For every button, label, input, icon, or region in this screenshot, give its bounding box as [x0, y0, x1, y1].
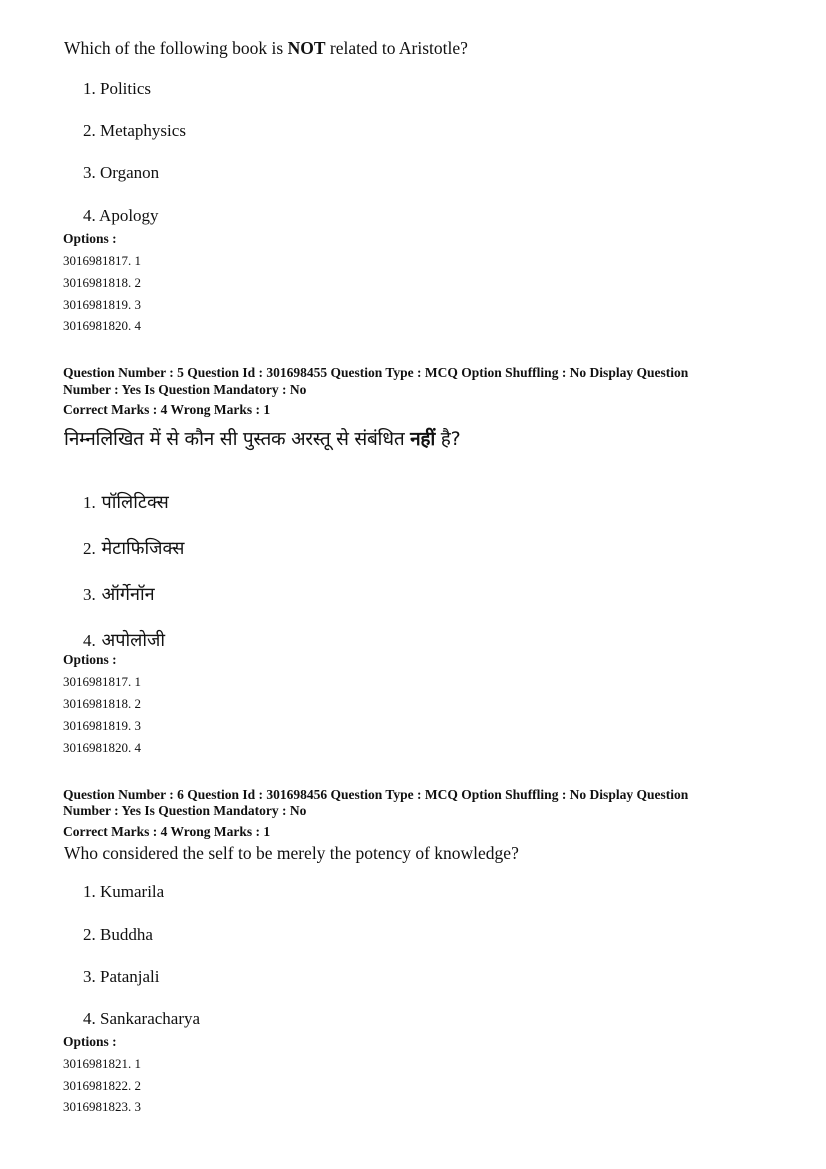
q6-marks: Correct Marks : 4 Wrong Marks : 1	[63, 824, 271, 839]
q5-option-id-1: 3016981817. 1	[63, 674, 141, 689]
q6-choice-2: 2. Buddha	[83, 925, 153, 944]
q5-marks: Correct Marks : 4 Wrong Marks : 1	[63, 402, 271, 417]
q6-question-text: Who considered the self to be merely the potency of knowledge?	[64, 843, 519, 863]
q5-choice-4: 4. अपोलोजी	[83, 630, 166, 651]
q4-option-id-3: 3016981819. 3	[63, 297, 141, 312]
q6-options-label: Options :	[63, 1034, 117, 1049]
q6-option-id-1: 3016981821. 1	[63, 1056, 141, 1071]
q6-choice-1: 1. Kumarila	[83, 882, 165, 901]
q4-option-id-1: 3016981817. 1	[63, 253, 141, 268]
q4-choice-3: 3. Organon	[83, 163, 160, 182]
q5-choice-3: 3. ऑर्गेनॉन	[83, 584, 155, 605]
q5-options-label: Options :	[63, 652, 117, 667]
q5-choice-2: 2. मेटाफिजिक्स	[83, 538, 185, 559]
q5-choice-1: 1. पॉलिटिक्स	[83, 492, 169, 513]
q6-meta-line-1: Question Number : 6 Question Id : 301698456 Question Type : MCQ Option Shuffling : No Display Question	[63, 787, 689, 802]
q4-choice-1: 1. Politics	[83, 79, 152, 98]
q6-choice-4: 4. Sankaracharya	[83, 1009, 201, 1028]
q5-question-text: निम्नलिखित में से कौन सी पुस्तक अरस्तू से संबंधित नहीं है?	[64, 428, 461, 450]
q4-option-id-4: 3016981820. 4	[63, 318, 141, 333]
q5-option-id-3: 3016981819. 3	[63, 718, 141, 733]
q5-meta-line-2: Number : Yes Is Question Mandatory : No	[63, 382, 307, 397]
q6-option-id-2: 3016981822. 2	[63, 1078, 141, 1093]
q6-option-id-3: 3016981823. 3	[63, 1099, 141, 1114]
q6-choice-3: 3. Patanjali	[83, 967, 160, 986]
q4-question-text: Which of the following book is NOT related to Aristotle?	[64, 38, 468, 58]
q5-meta-line-1: Question Number : 5 Question Id : 301698455 Question Type : MCQ Option Shuffling : No Display Question	[63, 365, 689, 380]
q4-choice-2: 2. Metaphysics	[83, 121, 186, 140]
q4-options-label: Options :	[63, 231, 117, 246]
q5-option-id-4: 3016981820. 4	[63, 740, 141, 755]
q5-option-id-2: 3016981818. 2	[63, 696, 141, 711]
q6-meta-line-2: Number : Yes Is Question Mandatory : No	[63, 803, 307, 818]
q4-choice-4: 4. Apology	[83, 206, 159, 225]
q4-option-id-2: 3016981818. 2	[63, 275, 141, 290]
